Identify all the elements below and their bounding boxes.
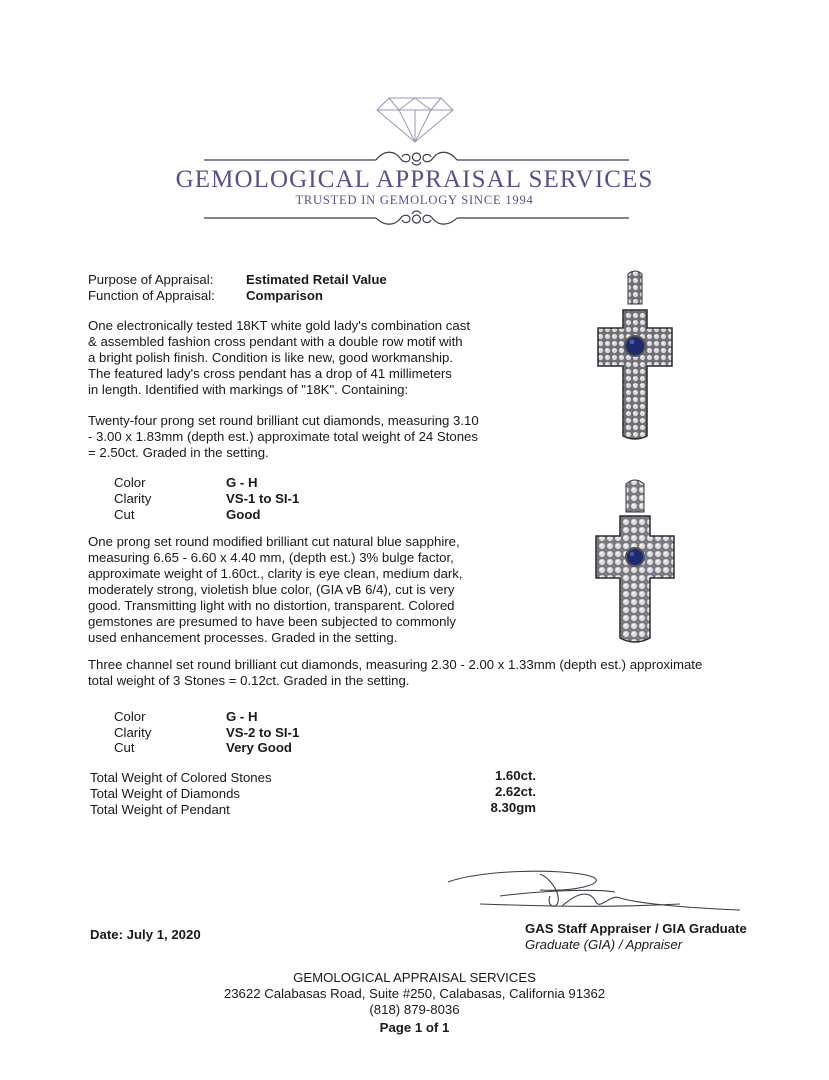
description-line: in length. Identified with markings of "18K". Containing: — [88, 382, 409, 397]
grade-cut-value: Good — [226, 507, 261, 522]
pendant-photo-front — [590, 478, 680, 653]
grade-color-label: Color — [114, 709, 146, 724]
total-colored-label: Total Weight of Colored Stones — [90, 770, 272, 785]
grade-cut-label: Cut — [114, 507, 135, 522]
diamonds-line: - 3.00 x 1.83mm (depth est.) approximate total weight of 24 Stones — [88, 429, 478, 444]
sapphire-line: approximate weight of 1.60ct., clarity is eye clean, medium dark, — [88, 566, 463, 581]
grade-clarity-label: Clarity — [114, 725, 152, 740]
sapphire-line: used enhancement processes. Graded in the setting. — [88, 630, 398, 645]
total-diamonds-value: 2.62ct. — [494, 784, 536, 799]
channel-diamonds-description — [88, 657, 728, 689]
diamonds-description — [88, 413, 488, 461]
channel-line: total weight of 3 Stones = 0.12ct. Graded in the setting. — [88, 673, 410, 688]
total-colored-value: 1.60ct. — [494, 768, 536, 783]
function-label: Function of Appraisal: — [88, 288, 215, 303]
grade-color-value: G - H — [226, 709, 258, 724]
item-description — [88, 318, 488, 398]
ornament-divider-bottom — [204, 206, 629, 230]
description-line: The featured lady's cross pendant has a drop of 41 millimeters — [88, 366, 452, 381]
grade-clarity-label: Clarity — [114, 491, 152, 506]
signer-title: GAS Staff Appraiser / GIA Graduate — [525, 921, 747, 936]
description-line: a bright polish finish. Condition is like new, good workmanship. — [88, 350, 454, 365]
diamond-logo-icon — [375, 94, 455, 144]
description-line: & assembled fashion cross pendant with a double row motif with — [88, 334, 463, 349]
sapphire-line: One prong set round modified brilliant cut natural blue sapphire, — [88, 534, 460, 549]
total-pendant-value: 8.30gm — [490, 800, 536, 815]
sapphire-line: measuring 6.65 - 6.60 x 4.40 mm, (depth est.) 3% bulge factor, — [88, 550, 454, 565]
total-pendant-label: Total Weight of Pendant — [90, 802, 230, 817]
function-value: Comparison — [246, 288, 323, 303]
total-diamonds-label: Total Weight of Diamonds — [90, 786, 241, 801]
purpose-label: Purpose of Appraisal: — [88, 272, 214, 287]
diamonds-line: Twenty-four prong set round brilliant cut diamonds, measuring 3.10 — [88, 413, 479, 428]
sapphire-description — [88, 534, 488, 646]
footer-company: GEMOLOGICAL APPRAISAL SERVICES — [293, 970, 536, 985]
brand-tagline: TRUSTED IN GEMOLOGY SINCE 1994 — [295, 193, 534, 207]
brand-name: GEMOLOGICAL APPRAISAL SERVICES — [175, 166, 654, 193]
grade-clarity-value: VS-1 to SI-1 — [226, 491, 300, 506]
grade-clarity-value: VS-2 to SI-1 — [226, 725, 300, 740]
sapphire-line: moderately strong, violetish blue color, (GIA vB 6/4), cut is very — [88, 582, 455, 597]
diamonds-line: = 2.50ct. Graded in the setting. — [88, 445, 269, 460]
grade-color-value: G - H — [226, 475, 258, 490]
sapphire-line: gemstones are presumed to have been subjected to commonly — [88, 614, 456, 629]
pendant-photo-side — [590, 270, 680, 445]
sapphire-line: good. Transmitting light with no distortion, transparent. Colored — [88, 598, 455, 613]
channel-line: Three channel set round brilliant cut diamonds, measuring 2.30 - 2.00 x 1.33mm (depth est.) approximate — [88, 657, 703, 672]
grade-cut-label: Cut — [114, 740, 135, 755]
signature-image — [440, 862, 760, 920]
grade-color-label: Color — [114, 475, 146, 490]
footer-phone: (818) 879-8036 — [369, 1002, 460, 1017]
appraisal-date: Date: July 1, 2020 — [90, 927, 201, 942]
purpose-value: Estimated Retail Value — [246, 272, 387, 287]
page-number: Page 1 of 1 — [379, 1020, 450, 1035]
footer-address: 23622 Calabasas Road, Suite #250, Calabasas, California 91362 — [223, 986, 606, 1001]
signer-subtitle: Graduate (GIA) / Appraiser — [525, 937, 683, 952]
grade-cut-value: Very Good — [226, 740, 292, 755]
description-line: One electronically tested 18KT white gold lady's combination cast — [88, 318, 470, 333]
